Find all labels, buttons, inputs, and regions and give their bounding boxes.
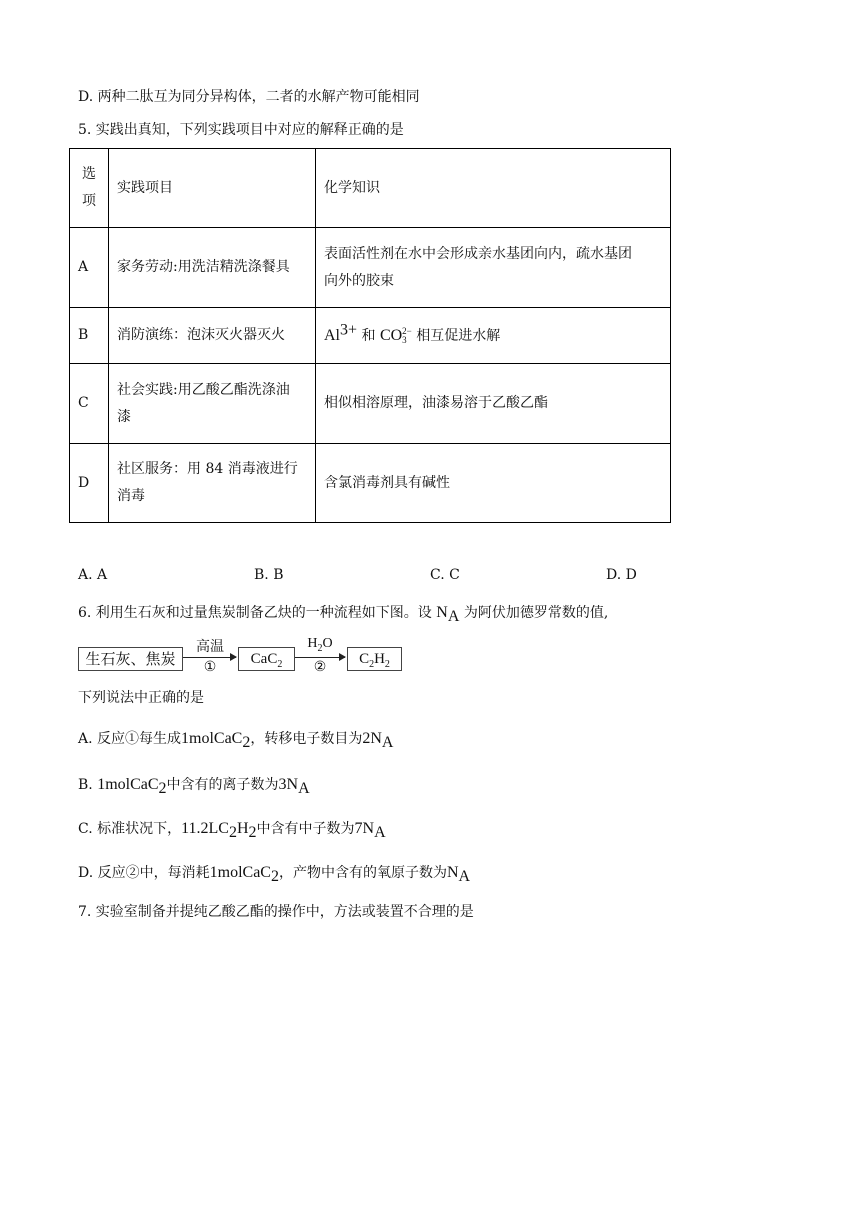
row-knowledge: 含氯消毒剂具有碱性 xyxy=(316,444,671,523)
q6-option-b: B. 1molCaC$_2$中含有的离子数为$3N_A$ xyxy=(78,776,310,797)
row-practice: 社区服务：用 84 消毒液进行 消毒 xyxy=(109,444,316,523)
q4-option-d: D. 两种二肽互为同分异构体，二者的水解产物可能相同 xyxy=(78,89,420,105)
table-row xyxy=(70,444,671,523)
q7-stem: 7. 实验室制备并提纯乙酸乙酯的操作中，方法或装置不合理的是 xyxy=(78,904,474,920)
table-header-row xyxy=(70,149,671,228)
header-option: 选 项 xyxy=(70,149,109,228)
row-practice: 消防演练：泡沫灭火器灭火 xyxy=(109,308,316,364)
q5-stem: 5. 实践出真知，下列实践项目中对应的解释正确的是 xyxy=(78,122,404,138)
row-option: C xyxy=(70,364,109,444)
table-row xyxy=(70,228,671,308)
q5-answer-a: A. A xyxy=(78,567,108,583)
flow-arrow-1 xyxy=(183,657,236,658)
q6-question: 下列说法中正确的是 xyxy=(78,690,204,706)
q6-flow-diagram xyxy=(78,636,418,676)
flow-arrow-2 xyxy=(295,657,345,658)
flow-condition-2: $H_2O$ xyxy=(307,636,333,654)
row-knowledge: 相似相溶原理，油漆易溶于乙酸乙酯 xyxy=(316,364,671,444)
row-option: B xyxy=(70,308,109,364)
flow-step-1: ① xyxy=(203,659,217,675)
row-practice: 社会实践:用乙酸乙酯洗涤油 漆 xyxy=(109,364,316,444)
q6-stem: 6. 利用生石灰和过量焦炭制备乙炔的一种流程如下图。设 $N_A$ 为阿伏加德罗常数的值, xyxy=(78,604,609,625)
q6-option-c: C. 标准状况下，$11.2LC_2H_2$中含有中子数为$7N_A$ xyxy=(78,820,386,841)
header-knowledge: 化学知识 xyxy=(316,149,671,228)
row-option: D xyxy=(70,444,109,523)
row-knowledge: 表面活性剂在水中会形成亲水基团向内，疏水基团 向外的胶束 xyxy=(316,228,671,308)
q6-option-a: A. 反应①每生成1molCaC$_2$，转移电子数目为$2N_A$ xyxy=(78,730,394,751)
table-row xyxy=(70,364,671,444)
flow-start-box: 生石灰、焦炭 xyxy=(78,647,183,671)
q5-answer-d: D. D xyxy=(606,567,637,583)
row-knowledge: $Al^{3+}$ 和 CO 2− 3 相互促进水解 xyxy=(316,308,671,364)
header-practice: 实践项目 xyxy=(109,149,316,228)
q5-answer-b: B. B xyxy=(254,567,284,583)
row-option: A xyxy=(70,228,109,308)
flow-step-2: ② xyxy=(313,659,327,675)
q5-table xyxy=(69,148,671,523)
table-row xyxy=(70,308,671,364)
flow-mid-box: CaC$_2$ xyxy=(238,647,295,671)
q6-option-d: D. 反应②中，每消耗1molCaC$_2$，产物中含有的氧原子数为$N_A$ xyxy=(78,864,471,885)
row-practice: 家务劳动:用洗洁精洗涤餐具 xyxy=(109,228,316,308)
flow-end-box: $C_2H_2$ xyxy=(347,647,402,671)
q5-answer-c: C. C xyxy=(430,567,460,583)
flow-condition-1: 高温 xyxy=(196,639,224,655)
